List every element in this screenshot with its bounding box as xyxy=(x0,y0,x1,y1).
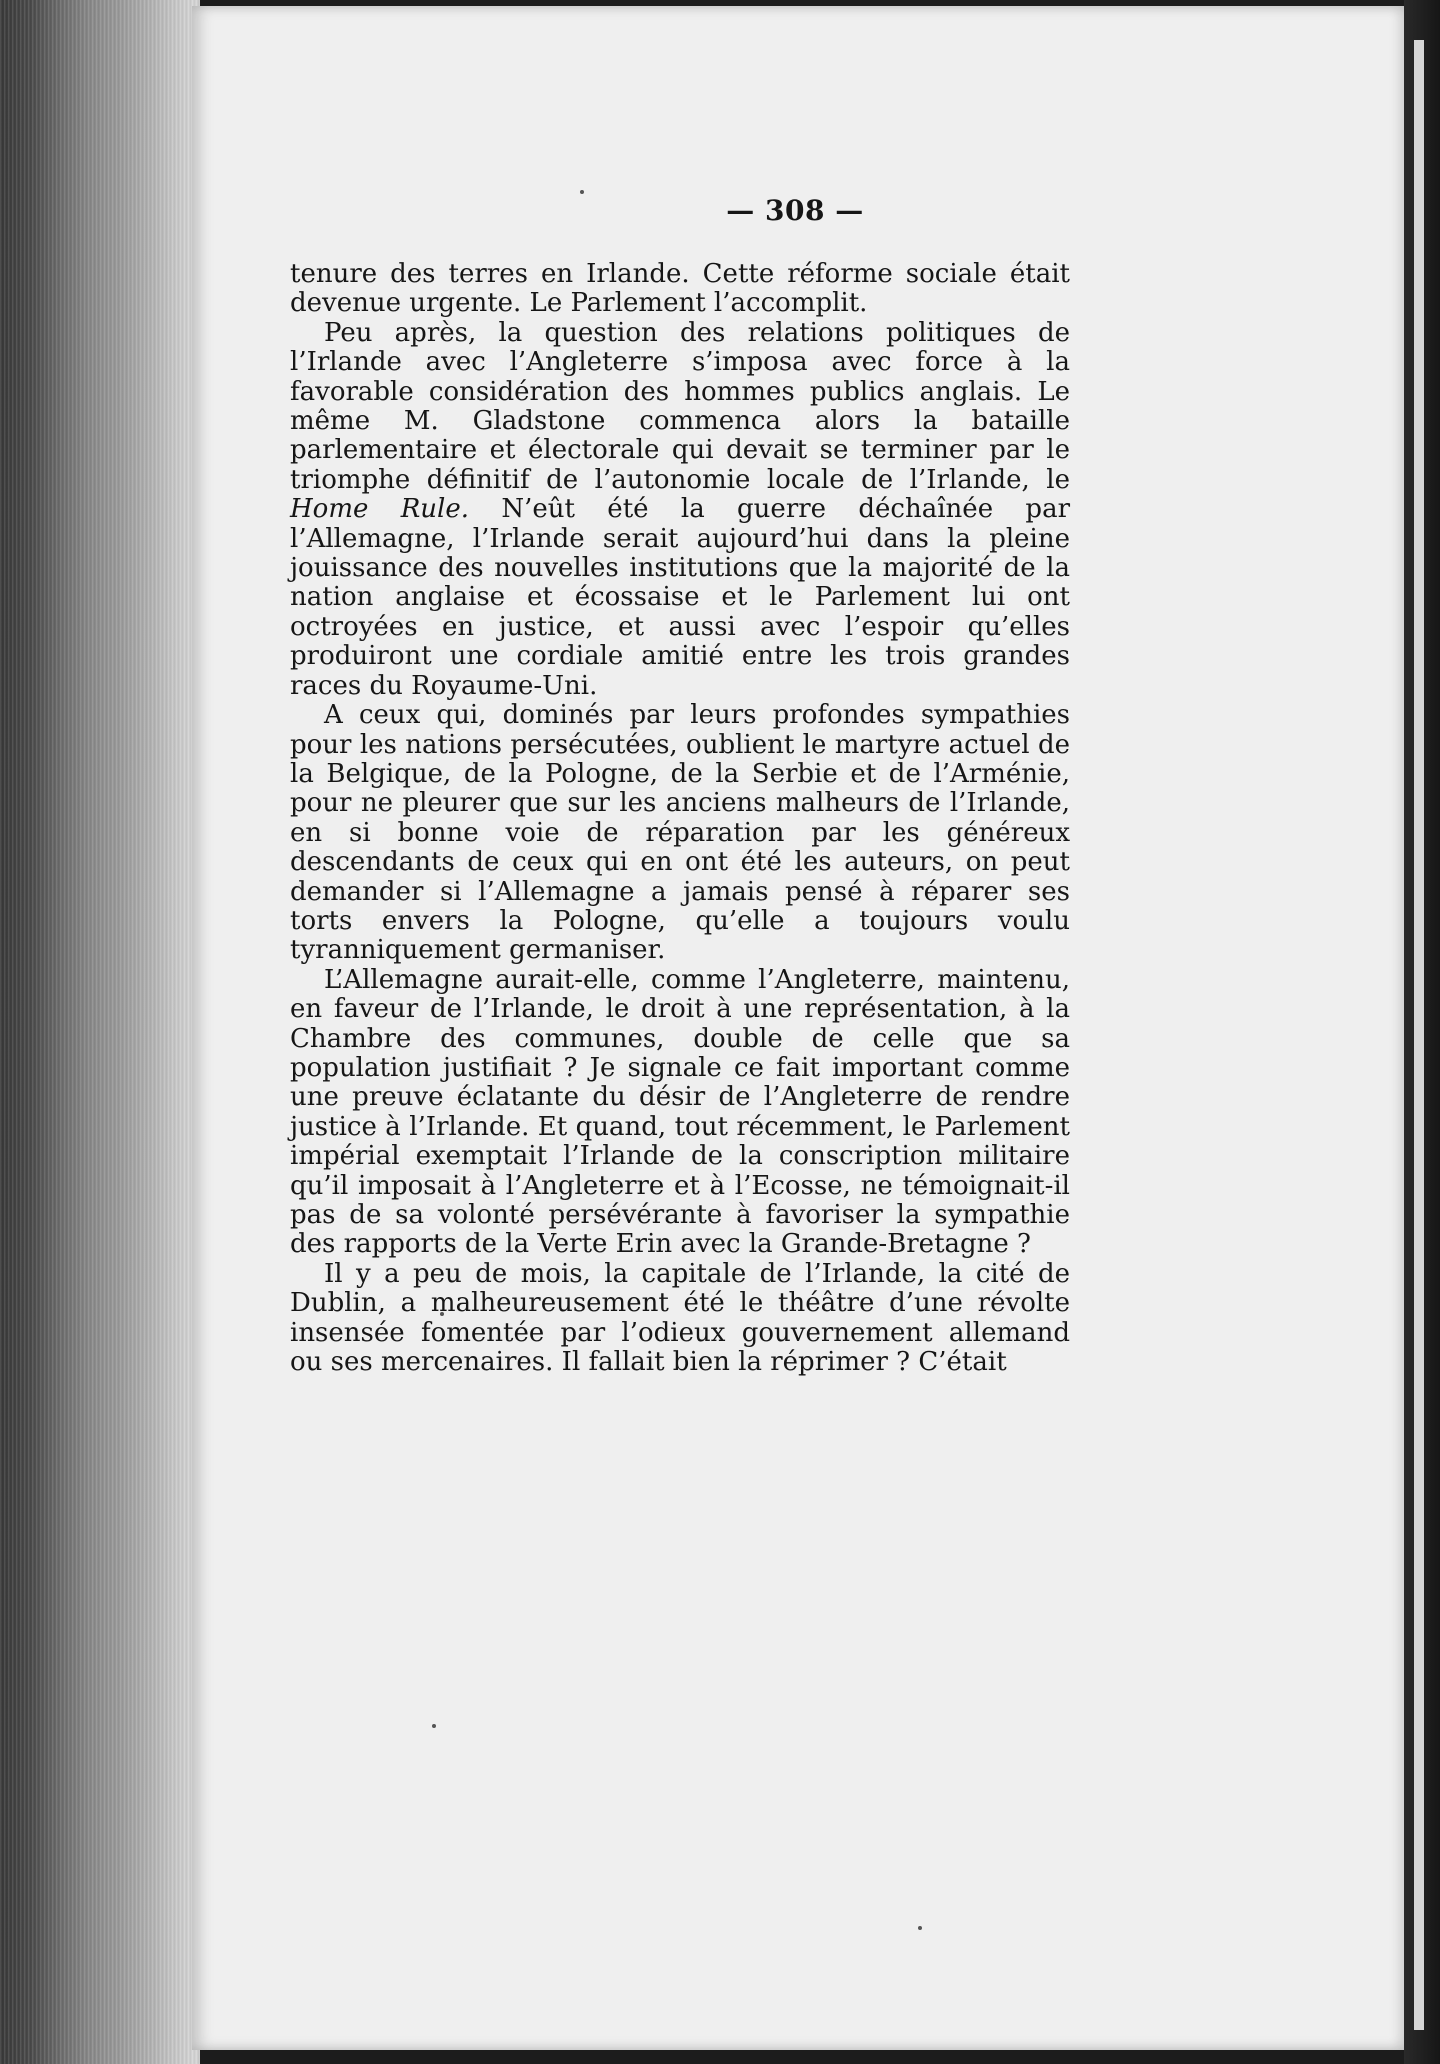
paragraph xyxy=(290,966,1070,1260)
text-segment: N’eût été la guerre déchaînée par l’Allemagne, l’Irlande serait aujourd’hui dans la pleine jouissance des nouvelles institutions que la majorité de la nation anglaise et écossaise et le Parlement lui ont octroyées en justice, et aussi avec l’espoir qu’elles produiront une cordiale amitié entre les trois grandes races du Royaume-Uni. xyxy=(290,494,1070,701)
paragraph xyxy=(290,1260,1070,1378)
facing-page-edge xyxy=(1414,40,1424,2030)
paragraph xyxy=(290,319,1070,701)
paragraph xyxy=(290,701,1070,966)
book-page-edges xyxy=(0,0,200,2064)
text-segment: tenure des terres en Irlande. Cette réforme sociale était devenue urgente. Le Parlement l’accomplit. xyxy=(290,259,1070,319)
speck xyxy=(918,1926,922,1930)
paragraph xyxy=(290,260,1070,319)
text-segment: L’Allemagne aurait-elle, comme l’Angleterre, maintenu, en faveur de l’Irlande, le droit à une représentation, à la Chambre des communes, double de celle que sa population justifiait ? Je signale ce fait important comme une preuve éclatante du désir de l’Angleterre de rendre justice à l’Irlande. Et quand, tout récemment, le Parlement impérial exemptait l’Irlande de la conscription militaire qu’il imposait à l’Angleterre et à l’Ecosse, ne témoignait-il pas de sa volonté persévérante à favoriser la sympathie des rapports de la Verte Erin avec la Grande-Bretagne ? xyxy=(290,964,1070,1260)
text-segment: Peu après, la question des relations politiques de l’Irlande avec l’Angleterre s’imposa avec force à la favorable considération des hommes publics anglais. Le même M. Gladstone commenca alors la bataille parlementaire et électorale qui devait se terminer par le triomphe définitif de l’autonomie locale de l’Irlande, le xyxy=(290,317,1070,495)
text-segment-italic: Home Rule. xyxy=(290,494,470,525)
page-number: — 308 — xyxy=(726,194,864,227)
body-text xyxy=(290,260,1070,1377)
text-segment: Il y a peu de mois, la capitale de l’Irlande, la cité de Dublin, a malheureusement été le théâtre d’une révolte insensée fomentée par l’odieux gouvernement allemand ou ses mercenaires. Il fallait bien la réprimer ? C’était xyxy=(290,1258,1070,1378)
speck xyxy=(432,1724,436,1728)
text-segment: A ceux qui, dominés par leurs profondes sympathies pour les nations persécutées, oublient le martyre actuel de la Belgique, de la Pologne, de la Serbie et de l’Arménie, pour ne pleurer que sur les anciens malheurs de l’Irlande, en si bonne voie de réparation par les généreux descendants de ceux qui en ont été les auteurs, on peut demander si l’Allemagne a jamais pensé à réparer ses torts envers la Pologne, qu’elle a toujours voulu tyranniquement germaniser. xyxy=(290,700,1070,966)
